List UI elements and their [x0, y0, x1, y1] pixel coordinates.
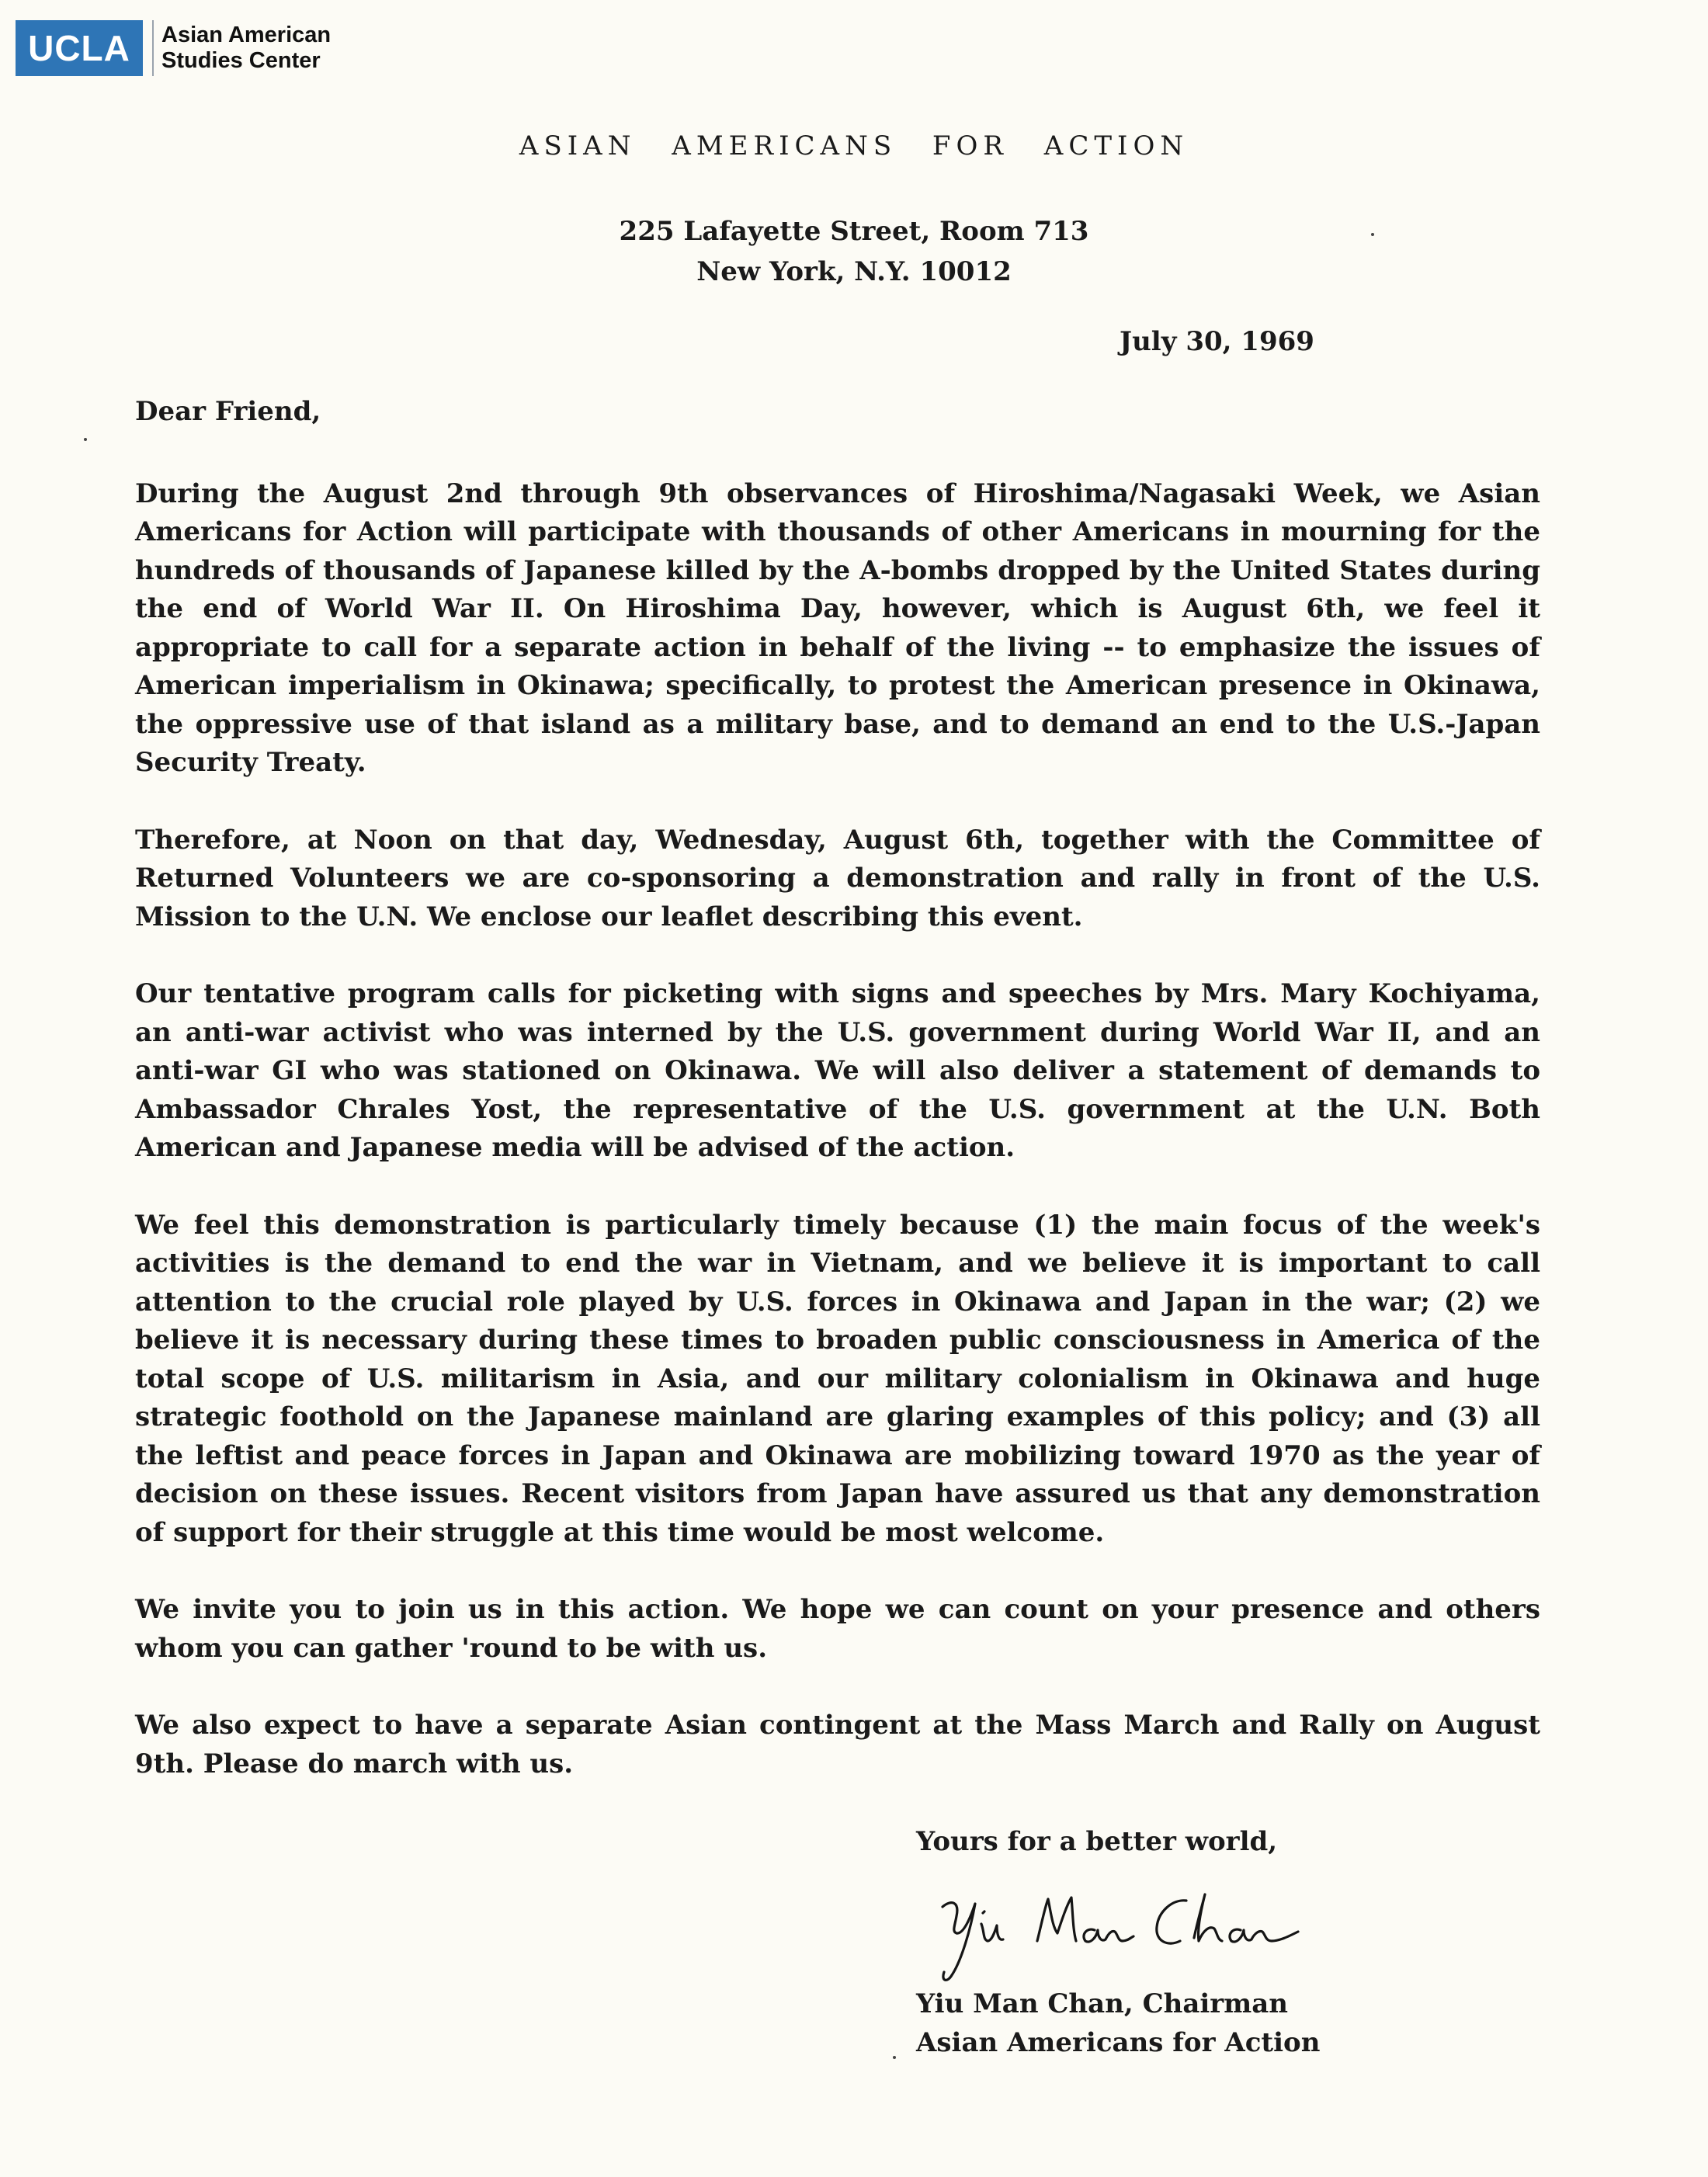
ucla-aasc-logo [16, 20, 331, 76]
paper-speck [84, 438, 87, 441]
letterhead-org-name: ASIAN AMERICANS FOR ACTION [519, 130, 1189, 161]
signer-block [916, 1984, 1320, 2062]
logo-divider [152, 20, 154, 76]
logo-line-1: Asian American [161, 23, 332, 47]
paper-speck [1371, 233, 1374, 236]
ucla-logo-mark: UCLA [16, 20, 143, 76]
logo-text [161, 23, 331, 74]
salutation: Dear Friend, [135, 396, 321, 427]
signer-organization: Asian Americans for Action [916, 2027, 1321, 2058]
closing: Yours for a better world, [916, 1826, 1278, 1857]
letterhead-address [0, 211, 1708, 292]
handwritten-signature [921, 1876, 1356, 1992]
paragraph-4: We feel this demonstration is particularly timely because (1) the main focus of the week's activities is the demand to end the war in Vietnam, and we believe it is important to call attention to the crucial role played by U.S. forces in Okinawa and Japan in the war; (2) we believe it is necessary during these times to broaden public consciousness in America of the total scope of U.S. militarism in Asia, and our military colonialism in Okinawa and huge strategic foothold on the Japanese mainland are glaring examples of this policy; and (3) all the leftist and peace forces in Japan and Okinawa are mobilizing toward 1970 as the year of decision on these issues. Recent visitors from Japan have assured us that any demonstration of support for their struggle at this time would be most welcome. [135, 1209, 1540, 1548]
logo-line-2: Studies Center [161, 48, 321, 73]
paragraph-5: We invite you to join us in this action. We hope we can count on your presence and others whom you can gather 'round to be with us. [135, 1594, 1540, 1664]
address-line-1: 225 Lafayette Street, Room 713 [619, 216, 1089, 247]
paragraph-3: Our tentative program calls for picketing with signs and speeches by Mrs. Mary Kochiyama, an anti-war activist who was interned by the U.S. government during World War II, and an anti-war GI who was stationed on Okinawa. We will also deliver a statement of demands to Ambassador Chrales Yost, the representative of the U.S. government at the U.N. Both American and Japanese media will be advised of the action. [135, 978, 1540, 1163]
signer-name-title: Yiu Man Chan, Chairman [916, 1988, 1288, 2019]
address-line-2: New York, N.Y. 10012 [696, 256, 1012, 287]
paragraph-1: During the August 2nd through 9th observances of Hiroshima/Nagasaki Week, we Asian Americans for Action will participate with thousands of other Americans in mourning for the hundreds of thousands of Japanese killed by the A-bombs dropped by the United States during the end of World War II. On Hiroshima Day, however, which is August 6th, we feel it appropriate to call for a separate action in behalf of the living -- to emphasize the issues of American imperialism in Okinawa; specifically, to protest the American presence in Okinawa, the oppressive use of that island as a military base, and to demand an end to the U.S.-Japan Security Treaty. [135, 477, 1540, 778]
paper-speck [893, 2056, 896, 2059]
paragraph-2: Therefore, at Noon on that day, Wednesday, August 6th, together with the Committee of Returned Volunteers we are co-sponsoring a demonstration and rally in front of the U.S. Mission to the U.N. We enclose our leaflet describing this event. [135, 824, 1540, 932]
letter-body [135, 393, 1540, 1822]
letter-date: July 30, 1969 [1120, 326, 1314, 357]
paragraph-6: We also expect to have a separate Asian contingent at the Mass March and Rally on August 9th. Please do march with us. [135, 1710, 1540, 1779]
